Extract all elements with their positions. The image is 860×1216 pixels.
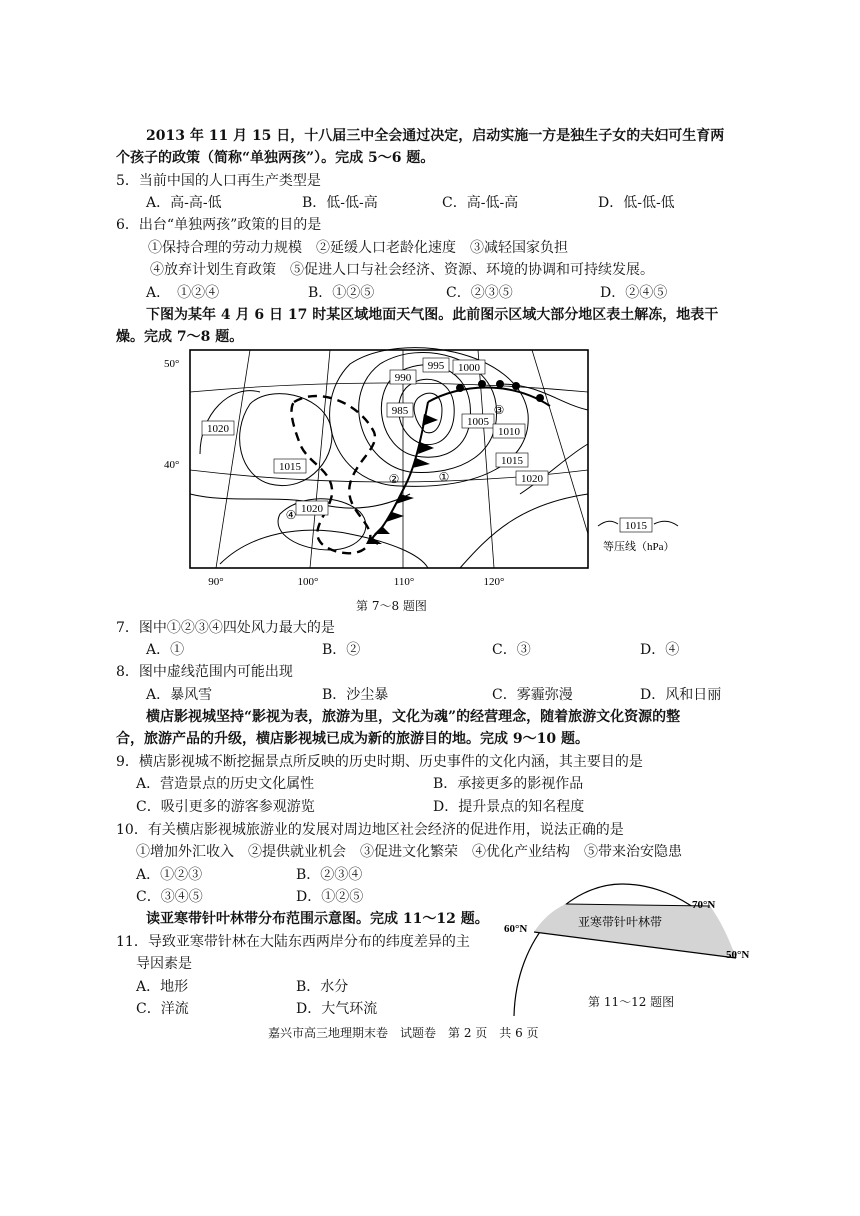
q6-items-line2: ④放弃计划生育政策 ⑤促进人口与社会经济、资源、环境的协调和可持续发展。 <box>150 262 654 278</box>
isobar-label-1005: 1005 <box>467 416 489 428</box>
question-11-stem-line1: 11．导致亚寒带针林在大陆东西两岸分布的纬度差异的主 <box>116 934 470 950</box>
question-10-stem: 10．有关横店影视城旅游业的发展对周边地区社会经济的促进作用，说法正确的是 <box>116 822 624 838</box>
intro-9-10-line2: 合，旅游产品的升级，横店影视城已成为新的旅游目的地。完成 9～10 题。 <box>116 731 589 747</box>
q7-option-a[interactable]: A．① <box>146 642 185 658</box>
point-1-marker: ① <box>438 470 450 484</box>
intro-5-6-line2: 个孩子的政策（简称“单独两孩”）。完成 5～6 题。 <box>116 150 435 166</box>
lat-label-40: 40° <box>164 459 180 471</box>
question-6-stem: 6．出台“单独两孩”政策的目的是 <box>116 217 322 233</box>
legend-isobar-value: 1015 <box>625 520 647 532</box>
intro-11-12: 读亚寒带针叶林带分布范围示意图。完成 11～12 题。 <box>146 911 489 927</box>
q5-option-b[interactable]: B．低-低-高 <box>302 195 378 211</box>
q11-option-d[interactable]: D．大气环流 <box>296 1001 378 1017</box>
q9-option-c[interactable]: C．吸引更多的游客参观游览 <box>136 799 315 815</box>
page-footer: 嘉兴市高三地理期末卷 试题卷 第 2 页 共 6 页 <box>268 1026 539 1040</box>
isobar-label-1020-south: 1020 <box>301 503 323 515</box>
q7-option-b[interactable]: B．② <box>322 642 361 658</box>
q8-option-c[interactable]: C．雾霾弥漫 <box>492 687 573 703</box>
intro-9-10-line1: 横店影视城坚持“影视为表，旅游为里，文化为魂”的经营理念，随着旅游文化资源的整 <box>146 709 681 725</box>
q9-option-d[interactable]: D．提升景点的知名程度 <box>433 799 585 815</box>
q5-option-c[interactable]: C．高-低-高 <box>442 195 519 211</box>
q6-option-a[interactable]: A． ①②④ <box>146 285 220 301</box>
isobar-label-1010: 1010 <box>498 426 520 438</box>
isobar-label-1020-west: 1020 <box>207 423 229 435</box>
question-11-stem-line2: 导因素是 <box>136 956 192 972</box>
q11-option-c[interactable]: C．洋流 <box>136 1001 189 1017</box>
q10-option-a[interactable]: A．①②③ <box>136 867 203 883</box>
lat-label-50n: 50°N <box>726 949 750 961</box>
isobar-label-990: 990 <box>394 372 412 384</box>
q11-option-b[interactable]: B．水分 <box>296 979 349 995</box>
q8-option-a[interactable]: A．暴风雪 <box>146 687 213 703</box>
weather-map <box>160 344 700 594</box>
lon-label-120: 120° <box>483 576 505 588</box>
lon-label-90: 90° <box>208 576 224 588</box>
lat-label-50: 50° <box>164 358 180 370</box>
q10-option-d[interactable]: D．①②⑤ <box>296 889 364 905</box>
lon-label-110: 110° <box>393 576 415 588</box>
q9-option-a[interactable]: A．营造景点的历史文化属性 <box>136 776 315 792</box>
q6-option-d[interactable]: D．②④⑤ <box>600 285 668 301</box>
q9-option-b[interactable]: B．承接更多的影视作品 <box>433 776 584 792</box>
lat-label-70n: 70°N <box>692 899 716 911</box>
q7-option-d[interactable]: D．④ <box>640 642 680 658</box>
isobar-label-1015-east: 1015 <box>501 455 523 467</box>
isobar-label-985: 985 <box>391 405 409 417</box>
forest-band-label: 亚寒带针叶林带 <box>578 915 663 929</box>
intro-5-6-line1: 2013 年 11 月 15 日，十八届三中全会通过决定，启动实施一方是独生子女的夫妇可生育两 <box>146 128 725 144</box>
intro-7-8-line1: 下图为某年 4 月 6 日 17 时某区域地面天气图。此前图示区域大部分地区表土解冻，地表干 <box>146 307 719 323</box>
isobar-label-1000: 1000 <box>458 362 480 374</box>
q7-option-c[interactable]: C．③ <box>492 642 531 658</box>
q10-option-c[interactable]: C．③④⑤ <box>136 889 203 905</box>
q6-option-c[interactable]: C．②③⑤ <box>446 285 513 301</box>
q6-option-b[interactable]: B．①②⑤ <box>308 285 375 301</box>
q8-option-d[interactable]: D．风和日丽 <box>640 687 722 703</box>
isobar-label-1020-east: 1020 <box>521 473 543 485</box>
question-8-stem: 8．图中虚线范围内可能出现 <box>116 664 293 680</box>
q10-option-b[interactable]: B．②③④ <box>296 867 363 883</box>
point-3-marker: ③ <box>493 403 505 417</box>
isobar-label-1015-west: 1015 <box>279 461 301 473</box>
q10-items: ①增加外汇收入 ②提供就业机会 ③促进文化繁荣 ④优化产业结构 ⑤带来治安隐患 <box>136 844 682 860</box>
question-9-stem: 9．横店影视城不断挖掘景点所反映的历史时期、历史事件的文化内涵，其主要目的是 <box>116 754 643 770</box>
point-4-marker: ④ <box>285 508 297 522</box>
q6-items-line1: ①保持合理的劳动力规模 ②延缓人口老龄化速度 ③减轻国家负担 <box>148 240 568 256</box>
isobar-label-995: 995 <box>427 360 445 372</box>
point-2-marker: ② <box>388 472 400 486</box>
q8-option-b[interactable]: B．沙尘暴 <box>322 687 389 703</box>
lat-label-60n: 60°N <box>504 923 528 935</box>
legend-isobar-label: 等压线（hPa） <box>603 541 675 553</box>
q11-option-a[interactable]: A．地形 <box>136 979 189 995</box>
q5-option-a[interactable]: A．高-高-低 <box>146 195 222 211</box>
lon-label-100: 100° <box>297 576 319 588</box>
question-5-stem: 5．当前中国的人口再生产类型是 <box>116 173 321 189</box>
q5-option-d[interactable]: D．低-低-低 <box>598 195 675 211</box>
question-7-stem: 7．图中①②③④四处风力最大的是 <box>116 620 335 636</box>
intro-7-8-line2: 燥。完成 7～8 题。 <box>116 329 244 345</box>
weather-map-caption: 第 7～8 题图 <box>356 599 427 613</box>
forest-map-caption: 第 11～12 题图 <box>588 995 675 1009</box>
